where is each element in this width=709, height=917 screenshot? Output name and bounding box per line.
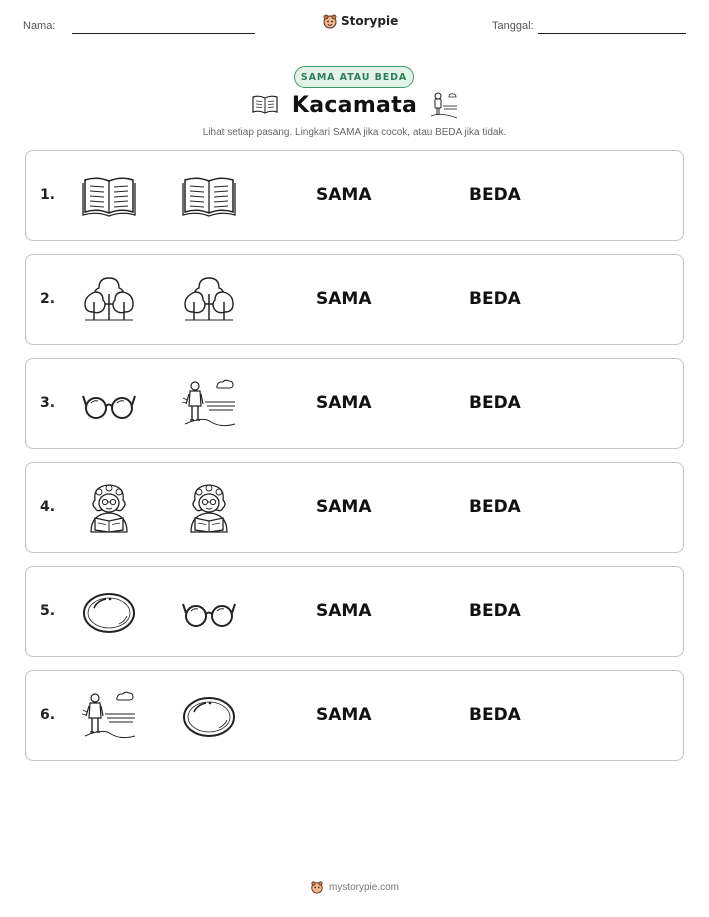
footer [0, 880, 709, 894]
pair-number: 4. [40, 499, 56, 515]
grandma-reading-icon [181, 482, 237, 534]
right-picture [181, 378, 237, 430]
pair-row-5 [25, 566, 684, 657]
different-option[interactable]: BEDA [469, 185, 521, 205]
same-option[interactable]: SAMA [316, 393, 372, 413]
page-title: Kacamata [291, 92, 418, 118]
lens-icon [81, 586, 137, 638]
open-book-icon [181, 170, 237, 222]
different-option[interactable]: BEDA [469, 289, 521, 309]
trees-icon [181, 274, 237, 326]
different-option[interactable]: BEDA [469, 393, 521, 413]
right-picture [181, 586, 237, 638]
pair-number: 5. [40, 603, 56, 619]
storypie-mascot-icon [322, 13, 338, 29]
same-option[interactable]: SAMA [316, 497, 372, 517]
left-picture [81, 690, 137, 742]
person-by-sea-icon [429, 90, 459, 120]
footer-link[interactable]: mystorypie.com [328, 881, 399, 893]
right-picture [181, 482, 237, 534]
left-picture [81, 482, 137, 534]
different-option[interactable]: BEDA [469, 705, 521, 725]
name-field[interactable] [72, 33, 255, 34]
left-picture [81, 378, 137, 430]
name-label: Nama: [23, 20, 56, 32]
different-option[interactable]: BEDA [469, 601, 521, 621]
same-option[interactable]: SAMA [316, 289, 372, 309]
trees-icon [81, 274, 137, 326]
left-picture [81, 274, 137, 326]
pair-row-1 [25, 150, 684, 241]
pair-number: 1. [40, 187, 56, 203]
pair-row-2 [25, 254, 684, 345]
title-block [0, 90, 709, 120]
instruction-text: Lihat setiap pasang. Lingkari SAMA jika cocok, atau BEDA jika tidak. [202, 127, 507, 138]
person-by-sea-icon [81, 690, 137, 742]
person-by-sea-icon [181, 378, 237, 430]
right-picture [181, 170, 237, 222]
right-picture [181, 690, 237, 742]
date-label: Tanggal: [492, 20, 534, 32]
glasses-icon [81, 378, 137, 430]
pair-row-3 [25, 358, 684, 449]
date-field[interactable] [538, 33, 686, 34]
pair-number: 2. [40, 291, 56, 307]
pair-number: 6. [40, 707, 56, 723]
open-book-icon [250, 93, 280, 117]
same-option[interactable]: SAMA [316, 601, 372, 621]
different-option[interactable]: BEDA [469, 497, 521, 517]
glasses-icon [181, 586, 237, 638]
brand-logo [322, 13, 398, 29]
same-option[interactable]: SAMA [316, 185, 372, 205]
right-picture [181, 274, 237, 326]
activity-badge: SAMA ATAU BEDA [294, 66, 414, 88]
left-picture [81, 170, 137, 222]
open-book-icon [81, 170, 137, 222]
pair-row-6 [25, 670, 684, 761]
same-option[interactable]: SAMA [316, 705, 372, 725]
grandma-reading-icon [81, 482, 137, 534]
lens-icon [181, 690, 237, 742]
left-picture [81, 586, 137, 638]
storypie-mascot-icon [310, 880, 324, 894]
pair-number: 3. [40, 395, 56, 411]
pair-row-4 [25, 462, 684, 553]
brand-name: Storypie [341, 14, 399, 28]
